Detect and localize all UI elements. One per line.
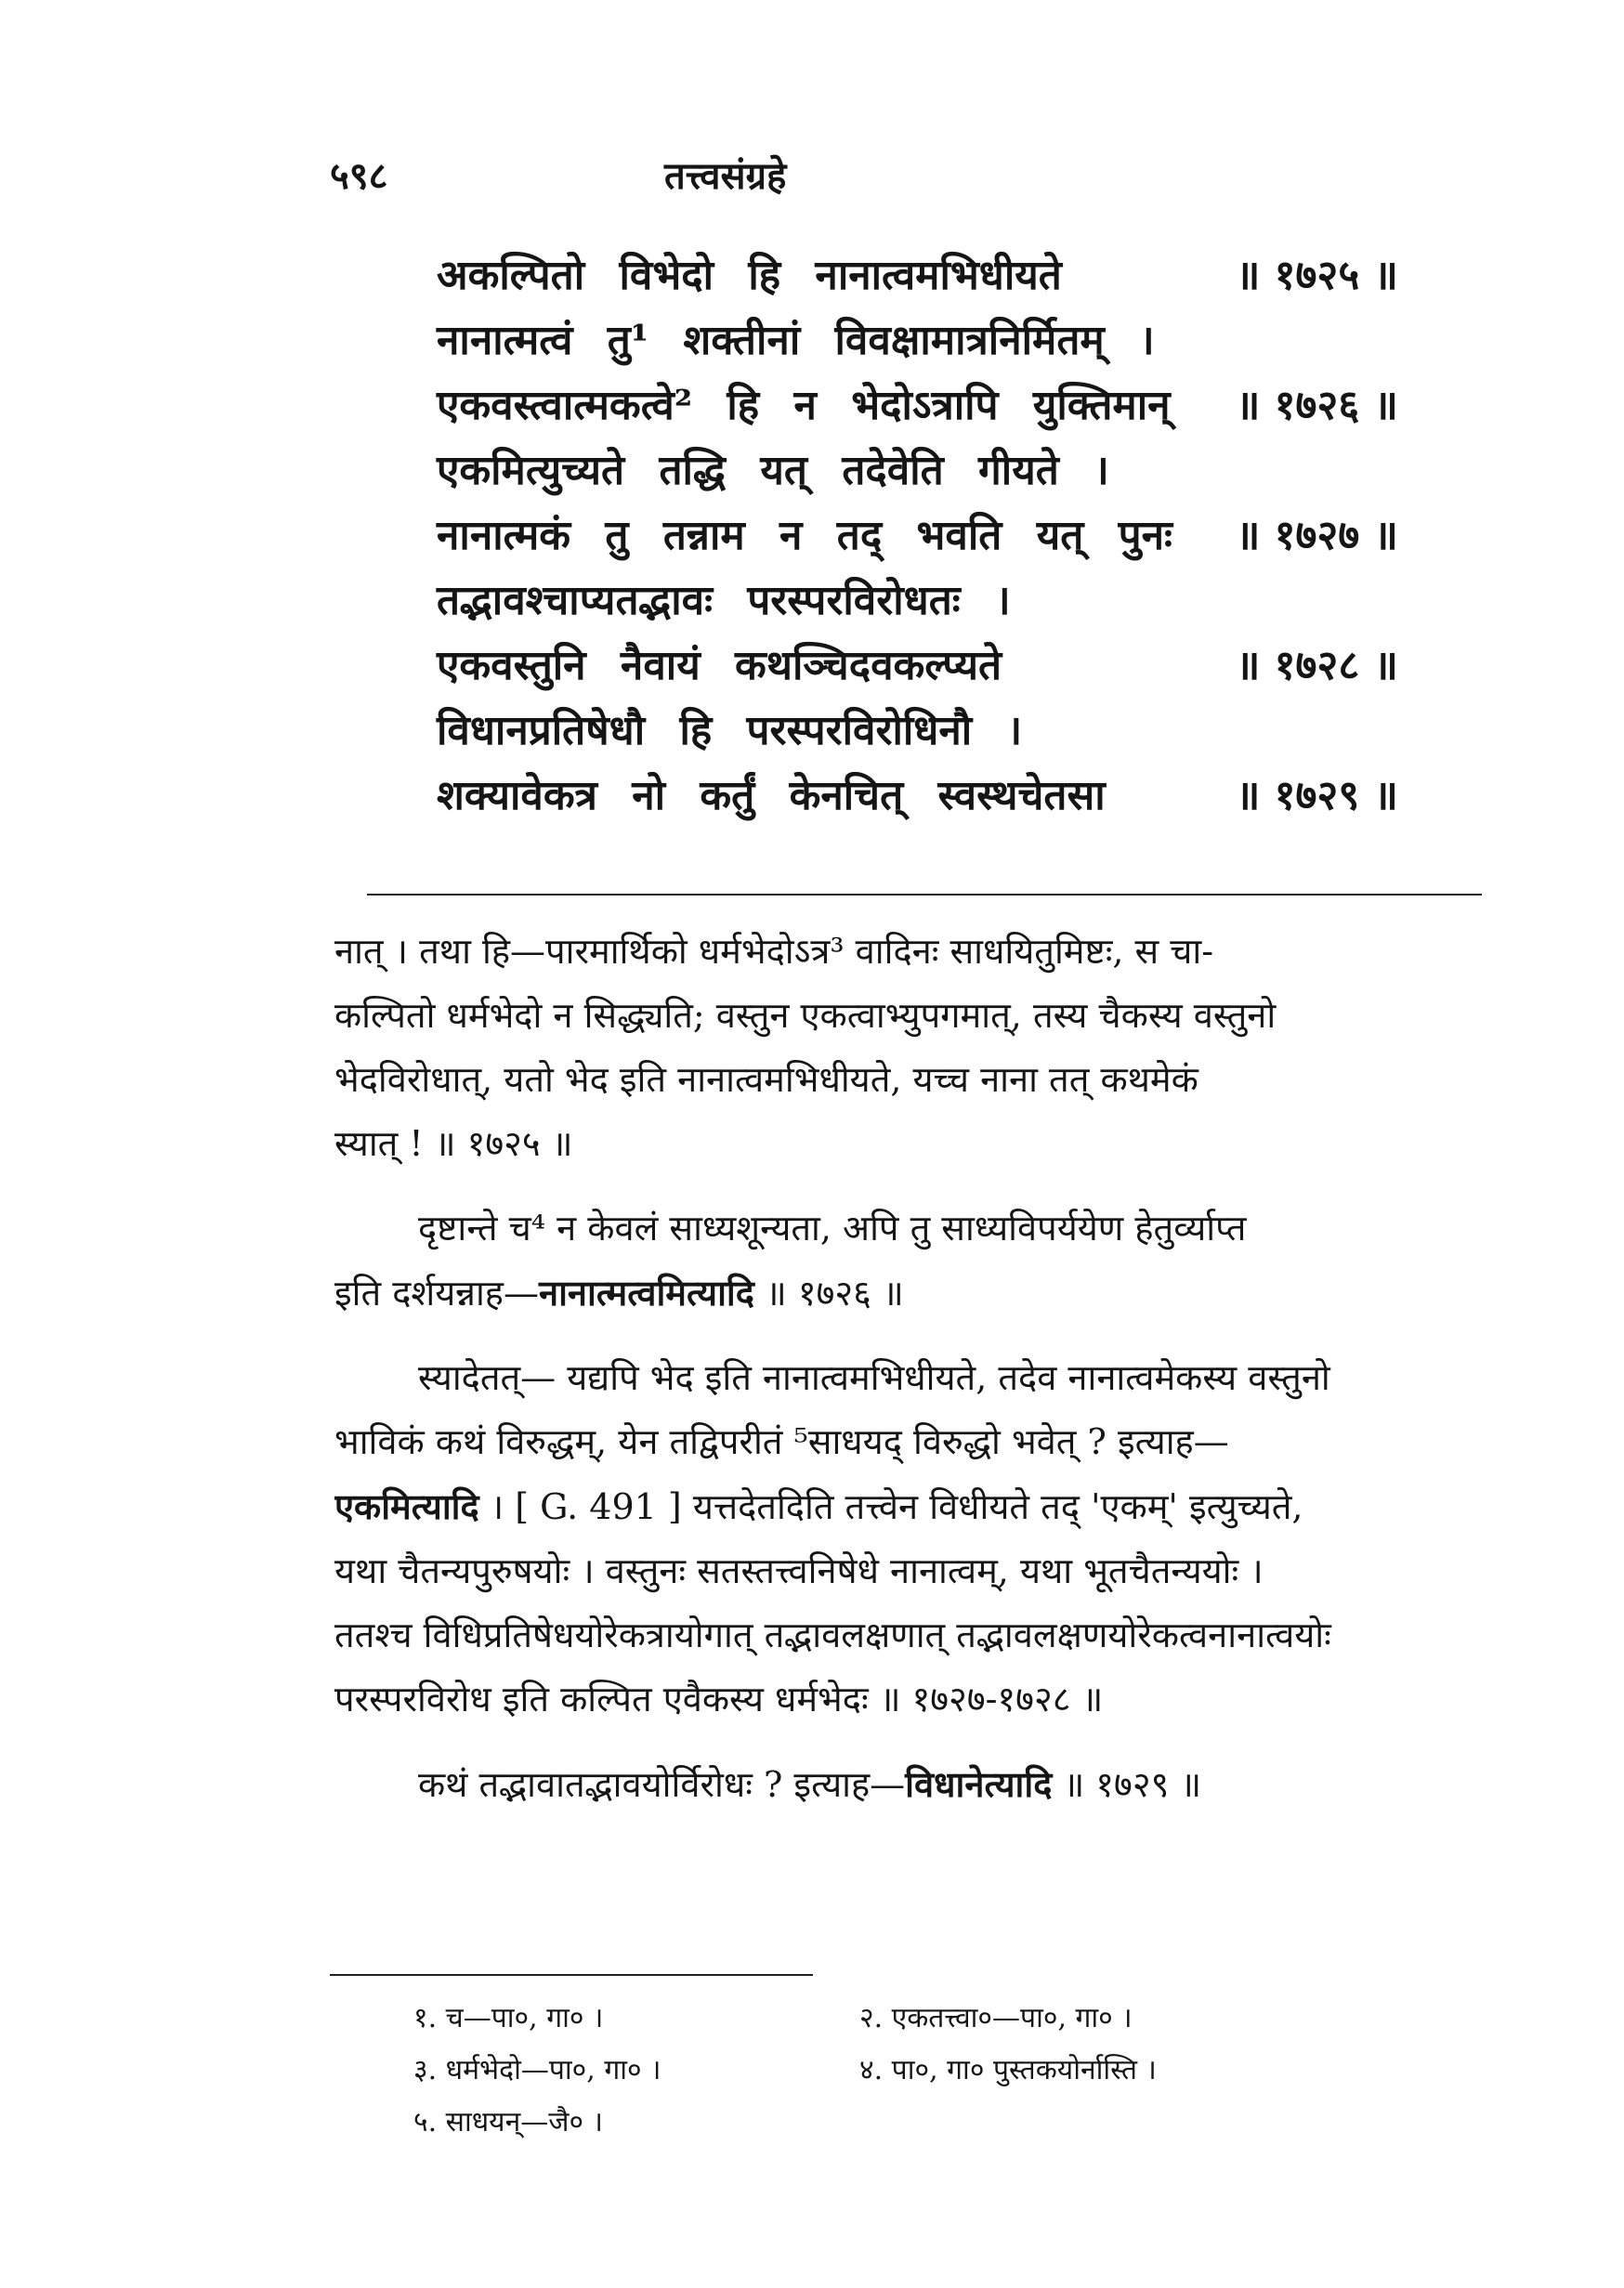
verse-text: अकल्पितो विभेदो हि नानात्वमभिधीयते [437, 252, 1062, 299]
commentary-text: इति दर्शयन्नाह— [334, 1273, 539, 1314]
commentary-block [334, 920, 1486, 1837]
verse-text: एकवस्तुनि नैवायं कथञ्चिदवकल्प्यते [437, 642, 1002, 689]
commentary-line: दृष्टान्ते च⁴ न केवलं साध्यशून्यता, अपि तु साध्यविपर्ययेण हेतुर्व्याप्त [418, 1208, 1247, 1249]
verse-text: नानात्मत्वं तु¹ शक्तीनां विवक्षामात्रनिर्मितम् । [437, 317, 1155, 364]
footnote-divider [330, 1974, 813, 1976]
keyword-reference: नानात्मत्वमित्यादि [538, 1272, 754, 1314]
commentary-line: ततश्च विधिप्रतिषेधयोरेकत्रायोगात् तद्भावलक्षणात् तद्भावलक्षणयोरेकत्वनानात्वयोः [334, 1615, 1331, 1655]
verse-line [437, 373, 1477, 438]
commentary-line: नात् । तथा हि—पारमार्थिको धर्मभेदोऽत्र³ वादिनः साधयितुमिष्टः, स चा- [334, 931, 1214, 972]
commentary-paragraph [334, 1752, 1486, 1817]
page-header [330, 149, 999, 204]
footnote-row [413, 2045, 1435, 2097]
footnotes [413, 1993, 1435, 2149]
section-divider [367, 894, 1482, 896]
commentary-text: । [ G. 491 ] यत्तदेतदिति तत्त्वेन विधीयते तद् 'एकम्' इत्युच्यते, [478, 1486, 1303, 1527]
verse-text: एकमित्युच्यते तद्धि यत् तदेवेति गीयते । [437, 447, 1109, 494]
verse-line [437, 503, 1477, 569]
footnote: १. च—पा०, गा० । [413, 2002, 604, 2034]
commentary-line: स्यादेतत्— यद्यपि भेद इति नानात्वमभिधीयते, तदेव नानात्वमेकस्य वस्तुनो [418, 1357, 1330, 1398]
commentary-line [334, 1261, 1486, 1326]
verse-block [437, 243, 1477, 829]
verse-number: ॥ १७२९ ॥ [1236, 772, 1398, 819]
commentary-line: भेदविरोधात्, यतो भेद इति नानात्वमभिधीयते, यच्च नाना तत् कथमेकं [334, 1059, 1198, 1100]
footnote: २. एकतत्त्वा०—पा०, गा० । [859, 2002, 1133, 2034]
running-title: तत्त्वसंग्रहे [664, 154, 787, 198]
verse-text: तद्भावश्चाप्यतद्भावः परस्परविरोधतः । [437, 577, 1011, 624]
verse-number: ॥ १७२७ ॥ [1236, 512, 1398, 559]
commentary-line: स्यात् ! ॥ १७२५ ॥ [334, 1123, 573, 1164]
page-number: ५९८ [330, 154, 388, 198]
commentary-text: ॥ १७२९ ॥ [1052, 1764, 1202, 1805]
verse-line [437, 243, 1477, 308]
commentary-line: परस्परविरोध इति कल्पित एवैकस्य धर्मभेदः ॥ १७२७-१७२८ ॥ [334, 1679, 1104, 1719]
verse-text: एकवस्त्वात्मकत्वे² हि न भेदोऽत्रापि युक्तिमान् [437, 382, 1171, 429]
verse-line [437, 634, 1477, 699]
commentary-text: कथं तद्भावातद्भावयोर्विरोधः ? इत्याह— [418, 1764, 906, 1805]
verse-number: ॥ १७२६ ॥ [1236, 382, 1398, 429]
commentary-paragraph [334, 1196, 1486, 1326]
verse-number: ॥ १७२५ ॥ [1236, 252, 1398, 299]
verse-line [437, 308, 1477, 373]
commentary-paragraph [334, 920, 1486, 1176]
commentary-text: ॥ १७२६ ॥ [753, 1273, 904, 1314]
footnote-row [413, 2097, 1435, 2149]
verse-line [437, 438, 1477, 503]
footnote-row [413, 1993, 1435, 2045]
commentary-line [334, 1752, 1486, 1817]
verse-line [437, 569, 1477, 634]
commentary-line: कल्पितो धर्मभेदो न सिद्ध्यति; वस्तुन एकत्वाभ्युपगमात्, तस्य चैकस्य वस्तुनो [334, 995, 1277, 1036]
commentary-line: यथा चैतन्यपुरुषयोः । वस्तुनः सतस्तत्त्वनिषेधे नानात्वम्, यथा भूतचैतन्ययोः । [334, 1550, 1264, 1591]
verse-number: ॥ १७२८ ॥ [1236, 642, 1398, 689]
footnote: ३. धर्मभेदो—पा०, गा० । [413, 2054, 661, 2086]
keyword-reference: विधानेत्यादि [905, 1763, 1053, 1805]
verse-text: नानात्मकं तु तन्नाम न तद् भवति यत् पुनः [437, 512, 1172, 559]
verse-text: विधानप्रतिषेधौ हि परस्परविरोधिनौ । [437, 707, 1023, 754]
commentary-line [334, 1474, 1486, 1539]
footnote: ४. पा०, गा० पुस्तकयोर्नास्ति । [859, 2054, 1157, 2086]
commentary-line: भाविकं कथं विरुद्धम्, येन तद्विपरीतं ⁵साधयद् विरुद्धो भवेत् ? इत्याह— [334, 1421, 1229, 1462]
verse-line [437, 699, 1477, 764]
keyword-reference: एकमित्यादि [334, 1485, 479, 1527]
verse-text: शक्यावेकत्र नो कर्तुं केनचित् स्वस्थचेतसा [437, 772, 1106, 819]
verse-line [437, 764, 1477, 829]
footnote: ५. साधयन्—जै० । [413, 2106, 603, 2138]
commentary-paragraph [334, 1346, 1486, 1732]
